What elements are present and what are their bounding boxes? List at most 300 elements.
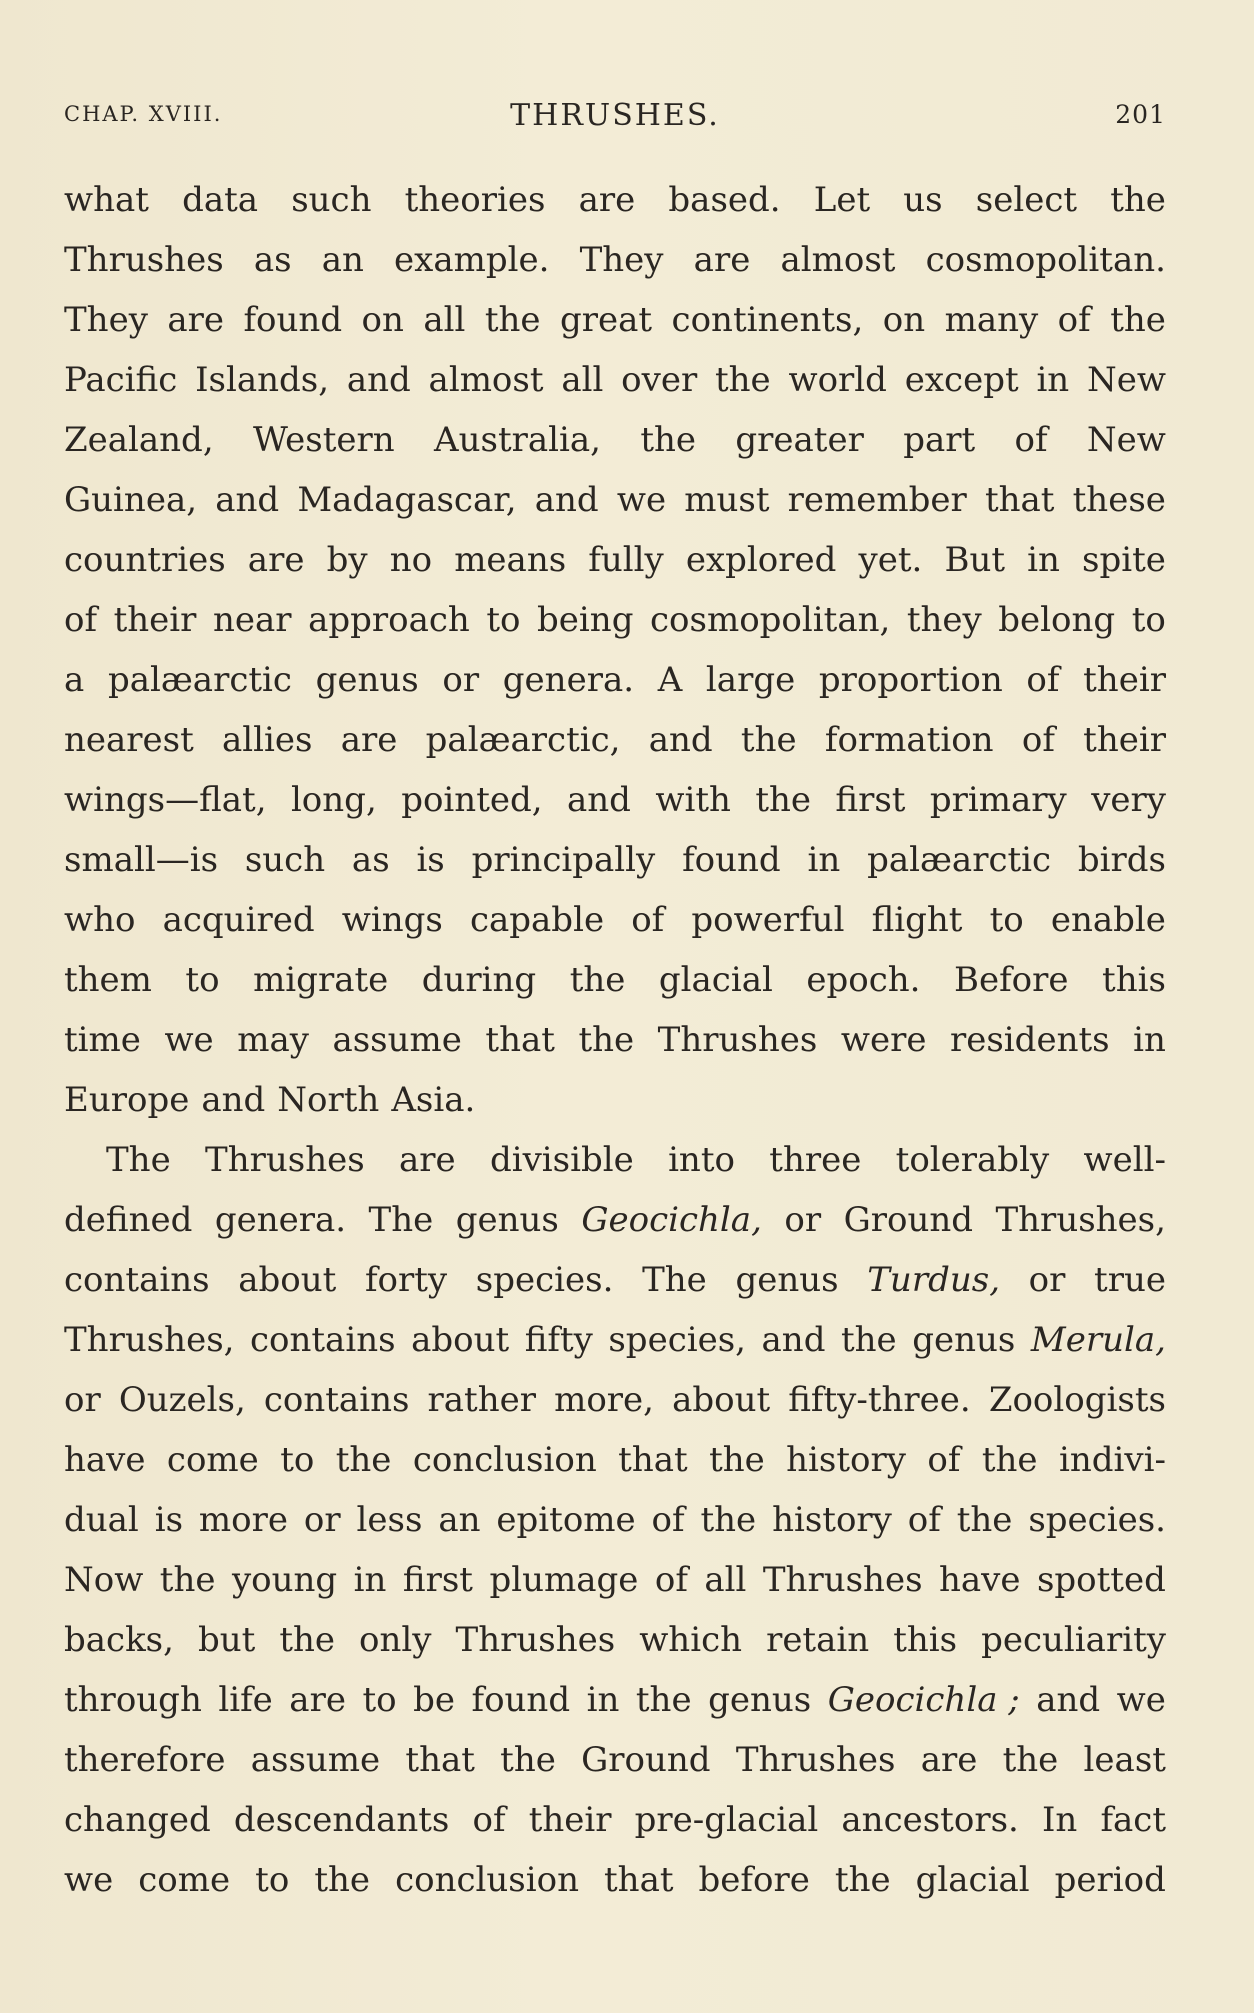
word: Thrushes, xyxy=(64,1320,235,1360)
word: enable xyxy=(1050,900,1166,940)
word: assume xyxy=(250,1740,381,1780)
word: fifty-three. xyxy=(788,1380,971,1420)
word: all xyxy=(423,300,466,340)
word: us xyxy=(903,180,943,220)
word: cosmopolitan. xyxy=(925,240,1166,280)
word: true xyxy=(1094,1260,1166,1300)
word: first xyxy=(835,780,906,820)
text-line xyxy=(64,650,1166,710)
word: formation xyxy=(824,720,994,760)
word: great xyxy=(560,300,653,340)
word: genera. xyxy=(502,660,635,700)
word: glacial xyxy=(915,1860,1030,1900)
word: data xyxy=(182,180,259,220)
word: and xyxy=(761,1320,826,1360)
word: genus xyxy=(455,1200,559,1240)
word: North xyxy=(277,1080,380,1120)
word: means xyxy=(454,540,567,580)
word: wings xyxy=(341,900,443,940)
word: as xyxy=(253,240,292,280)
word: Pacific xyxy=(64,360,178,400)
word: principally xyxy=(471,840,656,880)
word: we xyxy=(164,1020,214,1060)
text-line xyxy=(64,1190,1166,1250)
running-header xyxy=(64,98,1166,138)
word: divisible xyxy=(489,1140,634,1180)
word: therefore xyxy=(64,1740,226,1780)
text-line xyxy=(64,1490,1166,1550)
word: who xyxy=(64,900,136,940)
word: of xyxy=(472,1800,506,1840)
word: their xyxy=(113,600,197,640)
word: come xyxy=(138,1860,231,1900)
word: period xyxy=(1054,1860,1166,1900)
word: based. xyxy=(668,180,781,220)
text-line xyxy=(64,710,1166,770)
word: are xyxy=(340,720,398,760)
word: genus xyxy=(735,1260,839,1300)
word: Now xyxy=(64,1560,144,1600)
word: are xyxy=(578,180,636,220)
word: are xyxy=(693,240,751,280)
text-line xyxy=(64,230,1166,290)
word: Guinea, xyxy=(64,480,198,520)
word: we xyxy=(616,480,667,520)
word: to xyxy=(989,900,1024,940)
word: to xyxy=(185,960,220,1000)
word: Ouzels, xyxy=(118,1380,246,1420)
word: more xyxy=(198,1500,289,1540)
text-line xyxy=(64,1850,1166,1910)
word: Zealand, xyxy=(64,420,214,460)
text-line xyxy=(64,350,1166,410)
word: continents, xyxy=(671,300,864,340)
word: may xyxy=(237,1020,309,1060)
word: we xyxy=(64,1860,114,1900)
word: the xyxy=(1110,180,1166,220)
word: come xyxy=(166,1440,259,1480)
word: of xyxy=(927,1440,961,1480)
word: the xyxy=(159,1560,216,1600)
word: Thrushes xyxy=(455,1620,616,1660)
word: them xyxy=(64,960,152,1000)
word: the xyxy=(314,1860,371,1900)
word: contains xyxy=(249,1320,396,1360)
word: of xyxy=(631,900,665,940)
text-line xyxy=(64,1550,1166,1610)
word: Australia, xyxy=(434,420,601,460)
word: greater xyxy=(735,420,864,460)
word: cosmopolitan, xyxy=(650,600,891,640)
text-line xyxy=(64,410,1166,470)
word: conclusion xyxy=(395,1860,579,1900)
text-line xyxy=(64,1250,1166,1310)
word: in xyxy=(807,840,841,880)
word: as xyxy=(351,840,390,880)
word: about xyxy=(672,1380,771,1420)
word: they xyxy=(906,600,982,640)
word: proportion xyxy=(818,660,1003,700)
word: less xyxy=(356,1500,423,1540)
word: or xyxy=(784,1200,822,1240)
text-line xyxy=(64,1790,1166,1850)
word: example. xyxy=(394,240,550,280)
word: life xyxy=(218,1680,273,1720)
word: the xyxy=(755,780,811,820)
word: residents xyxy=(949,1020,1110,1060)
word: of xyxy=(907,1500,941,1540)
italic-word: Geocichla ; xyxy=(827,1680,1020,1720)
word: genera. xyxy=(214,1200,347,1240)
word: palæarctic xyxy=(867,840,1052,880)
word: rather xyxy=(427,1380,536,1420)
word: genus xyxy=(708,1680,812,1720)
word: and xyxy=(534,480,599,520)
word: flight xyxy=(871,900,963,940)
word: of xyxy=(1014,420,1048,460)
word: small—is xyxy=(64,840,219,880)
word: are xyxy=(920,1740,978,1780)
word: remember xyxy=(787,480,967,520)
word: the xyxy=(1110,300,1166,340)
word: indivi- xyxy=(1058,1440,1166,1480)
word: that xyxy=(984,480,1055,520)
word: and xyxy=(566,780,631,820)
word: in xyxy=(353,1560,387,1600)
word: of xyxy=(654,1560,688,1600)
word: near xyxy=(212,600,292,640)
word: Madagascar, xyxy=(297,480,517,520)
word: which xyxy=(639,1620,743,1660)
word: have xyxy=(938,1560,1021,1600)
word: more, xyxy=(554,1380,654,1420)
word: belong xyxy=(998,600,1116,640)
word: that xyxy=(604,1860,674,1900)
word: and xyxy=(1036,1680,1101,1720)
text-line xyxy=(64,1010,1166,1070)
word: the xyxy=(834,1860,891,1900)
word: are xyxy=(247,540,305,580)
word: almost xyxy=(780,240,896,280)
word: epitome xyxy=(496,1500,636,1540)
word: we xyxy=(1116,1680,1166,1720)
word: such xyxy=(291,180,372,220)
word: part xyxy=(903,420,976,460)
word: world xyxy=(788,360,887,400)
word: least xyxy=(1083,1740,1166,1780)
word: to xyxy=(280,1440,315,1480)
text-line xyxy=(64,590,1166,650)
word: Asia. xyxy=(391,1080,476,1120)
word: primary xyxy=(929,780,1067,820)
word: an xyxy=(438,1500,481,1540)
word: New xyxy=(1087,360,1166,400)
word: or xyxy=(303,1500,341,1540)
word: found xyxy=(471,1680,571,1720)
word: found xyxy=(243,300,343,340)
word: Western xyxy=(253,420,395,460)
word: explored xyxy=(685,540,837,580)
word: of xyxy=(651,1500,685,1540)
word: pre-glacial xyxy=(634,1800,819,1840)
word: three xyxy=(769,1140,862,1180)
word: Zoologists xyxy=(988,1380,1166,1420)
word: are xyxy=(167,300,225,340)
word: allies xyxy=(222,720,313,760)
word: But xyxy=(944,540,1006,580)
word: in xyxy=(586,1680,620,1720)
word: through xyxy=(64,1680,202,1720)
word: Thrushes xyxy=(735,1740,896,1780)
word: about xyxy=(238,1260,337,1300)
word: about xyxy=(411,1320,510,1360)
word: on xyxy=(882,300,926,340)
word: an xyxy=(321,240,364,280)
word: of xyxy=(1026,660,1060,700)
word: glacial xyxy=(658,960,773,1000)
word: to xyxy=(255,1860,290,1900)
word: yet. xyxy=(858,540,923,580)
word: Thrushes xyxy=(762,1560,923,1600)
word: the xyxy=(700,1500,757,1540)
word: contains xyxy=(64,1260,210,1300)
word: or xyxy=(1028,1260,1066,1300)
word: conclusion xyxy=(412,1440,597,1480)
word: spotted xyxy=(1036,1560,1166,1600)
word: or xyxy=(442,660,480,700)
word: to xyxy=(1131,600,1166,640)
word: powerful xyxy=(691,900,845,940)
word: time xyxy=(64,1020,141,1060)
word: Let xyxy=(813,180,871,220)
word: defined xyxy=(64,1200,193,1240)
text-line xyxy=(64,1370,1166,1430)
page-number: 201 xyxy=(1115,100,1166,129)
word: or xyxy=(64,1380,101,1420)
word: birds xyxy=(1077,840,1166,880)
word: must xyxy=(684,480,770,520)
word: spite xyxy=(1082,540,1166,580)
word: before xyxy=(698,1860,810,1900)
word: are xyxy=(289,1680,346,1720)
text-line xyxy=(64,950,1166,1010)
word: assume xyxy=(332,1020,462,1060)
word: dual xyxy=(64,1500,139,1540)
word: theories xyxy=(404,180,546,220)
text-line xyxy=(64,1730,1166,1790)
body-text xyxy=(64,170,1166,1910)
word: their xyxy=(528,1800,612,1840)
text-line xyxy=(64,1670,1166,1730)
text-line xyxy=(64,830,1166,890)
text-line xyxy=(64,290,1166,350)
italic-word: Merula, xyxy=(1030,1320,1166,1360)
word: all xyxy=(561,360,604,400)
word: is xyxy=(416,840,445,880)
word: Before xyxy=(953,960,1069,1000)
word: and xyxy=(648,720,713,760)
word: the xyxy=(1002,1740,1059,1780)
word: many xyxy=(944,300,1039,340)
word: select xyxy=(975,180,1078,220)
word: countries xyxy=(64,540,226,580)
word: peculiarity xyxy=(981,1620,1166,1660)
word: A xyxy=(657,660,683,700)
word: palæarctic xyxy=(107,660,292,700)
text-line xyxy=(64,470,1166,530)
word: plumage xyxy=(489,1560,639,1600)
word: In xyxy=(1041,1800,1078,1840)
word: to xyxy=(486,600,521,640)
word: genus xyxy=(912,1320,1016,1360)
word: tolerably xyxy=(895,1140,1050,1180)
word: what xyxy=(64,180,149,220)
word: Ground xyxy=(843,1200,974,1240)
word: such xyxy=(244,840,326,880)
word: their xyxy=(1083,660,1166,700)
word: during xyxy=(421,960,537,1000)
word: fifty xyxy=(524,1320,593,1360)
word: The xyxy=(106,1140,171,1180)
word: The xyxy=(368,1200,434,1240)
word: have xyxy=(64,1440,146,1480)
text-line xyxy=(64,1610,1166,1670)
word: being xyxy=(537,600,634,640)
word: are xyxy=(398,1140,456,1180)
word: that xyxy=(405,1740,475,1780)
word: no xyxy=(389,540,433,580)
word: They xyxy=(579,240,664,280)
word: Thrushes xyxy=(64,240,224,280)
word: forty xyxy=(364,1260,448,1300)
text-line xyxy=(64,890,1166,950)
word: that xyxy=(485,1020,555,1060)
word: is xyxy=(154,1500,184,1540)
word: this xyxy=(1102,960,1166,1000)
italic-word: Turdus, xyxy=(867,1260,1000,1300)
word: epoch. xyxy=(806,960,921,1000)
word: descendants xyxy=(233,1800,450,1840)
word: nearest xyxy=(64,720,194,760)
text-line xyxy=(64,1070,1166,1130)
word: and xyxy=(201,1080,266,1120)
word: fully xyxy=(588,540,664,580)
word: and xyxy=(346,360,411,400)
word: contains xyxy=(263,1380,410,1420)
word: species. xyxy=(475,1260,614,1300)
text-line xyxy=(64,770,1166,830)
running-title: THRUSHES. xyxy=(510,98,720,133)
word: almost xyxy=(428,360,544,400)
text-line xyxy=(64,1130,1166,1190)
word: Thrushes xyxy=(205,1140,365,1180)
word: the xyxy=(841,1320,897,1360)
word: on xyxy=(361,300,404,340)
word: Europe xyxy=(64,1080,190,1120)
word: the xyxy=(709,1440,765,1480)
word: these xyxy=(1072,480,1166,520)
word: in xyxy=(1036,360,1070,400)
word: Islands, xyxy=(195,360,330,400)
word: the xyxy=(715,360,771,400)
word: the xyxy=(635,1680,692,1720)
word: Thrushes, xyxy=(995,1200,1166,1240)
word: the xyxy=(981,1440,1038,1480)
word: New xyxy=(1086,420,1166,460)
word: ancestors. xyxy=(841,1800,1019,1840)
word: species, xyxy=(608,1320,746,1360)
word: that xyxy=(618,1440,688,1480)
word: changed xyxy=(64,1800,211,1840)
word: the xyxy=(279,1620,336,1660)
word: the xyxy=(956,1500,1013,1540)
word: the xyxy=(500,1740,556,1780)
text-line xyxy=(64,530,1166,590)
text-line xyxy=(64,1310,1166,1370)
word: the xyxy=(740,720,797,760)
italic-word: Geocichla, xyxy=(581,1200,762,1240)
word: all xyxy=(704,1560,747,1600)
word: over xyxy=(621,360,698,400)
word: the xyxy=(335,1440,392,1480)
word: a xyxy=(64,660,85,700)
word: the xyxy=(484,300,541,340)
word: retain xyxy=(766,1620,870,1660)
text-line xyxy=(64,1430,1166,1490)
word: this xyxy=(893,1620,958,1660)
word: capable xyxy=(469,900,605,940)
word: were xyxy=(840,1020,927,1060)
word: migrate xyxy=(253,960,389,1000)
word: very xyxy=(1091,780,1166,820)
word: species. xyxy=(1028,1500,1166,1540)
word: the xyxy=(578,1020,635,1060)
word: palæarctic, xyxy=(425,720,621,760)
word: Thrushes xyxy=(657,1020,818,1060)
chapter-label: CHAP. XVIII. xyxy=(64,102,223,126)
word: backs, xyxy=(64,1620,174,1660)
word: They xyxy=(64,300,148,340)
word: genus xyxy=(315,660,419,700)
word: but xyxy=(197,1620,256,1660)
word: long, xyxy=(290,780,377,820)
word: The xyxy=(642,1260,707,1300)
word: their xyxy=(1083,720,1166,760)
word: fact xyxy=(1100,1800,1166,1840)
word: only xyxy=(359,1620,432,1660)
word: in xyxy=(1133,1020,1166,1060)
word: except xyxy=(904,360,1019,400)
word: acquired xyxy=(162,900,315,940)
word: history xyxy=(772,1500,892,1540)
word: and xyxy=(215,480,280,520)
word: in xyxy=(1027,540,1060,580)
word: by xyxy=(326,540,368,580)
word: history xyxy=(786,1440,906,1480)
word: be xyxy=(413,1680,455,1720)
word: large xyxy=(705,660,796,700)
text-line xyxy=(64,170,1166,230)
word: first xyxy=(402,1560,473,1600)
word: wings—flat, xyxy=(64,780,267,820)
word: young xyxy=(231,1560,338,1600)
word: into xyxy=(668,1140,735,1180)
word: of xyxy=(1057,300,1091,340)
word: of xyxy=(64,600,98,640)
word: with xyxy=(655,780,731,820)
word: Ground xyxy=(581,1740,711,1780)
word: found xyxy=(682,840,781,880)
